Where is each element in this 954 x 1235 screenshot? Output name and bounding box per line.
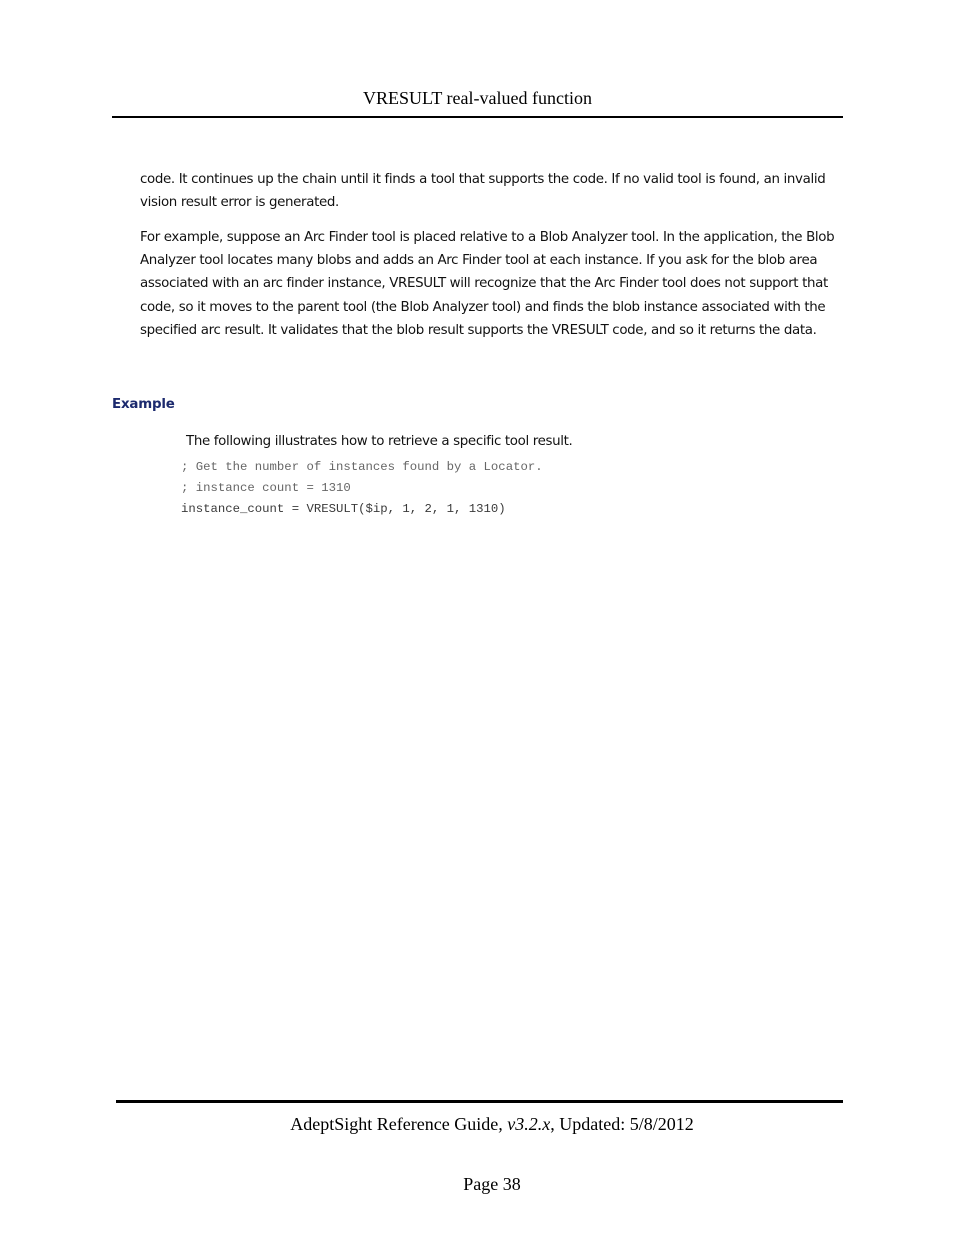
body-paragraph-2: For example, suppose an Arc Finder tool is placed relative to a Blob Analyzer tool. In the application, the Blob Analyzer tool locates many blobs and adds an Arc Finder tool at each instance. If you ask for the blob area associated with an arc finder instance, VRESULT will recognize that the Arc Finder tool does not support that code, so it moves to the parent tool (the Blob Analyzer tool) and finds the blob instance associated with the specified arc result. It validates that the blob result supports the VRESULT code, and so it returns the data.	[140, 230, 835, 338]
page-header-title: VRESULT real-valued function	[363, 88, 592, 108]
page-number: Page 38	[463, 1174, 521, 1194]
footer-guide-title: AdeptSight Reference Guide	[290, 1114, 499, 1134]
example-heading: Example	[112, 397, 175, 412]
code-line-comment-2: ; instance count = 1310	[181, 481, 351, 495]
footer-guide-line	[112, 1112, 872, 1136]
code-line-comment-1: ; Get the number of instances found by a Locator.	[181, 460, 543, 474]
header-divider	[112, 116, 843, 118]
example-intro-text: The following illustrates how to retrieve a specific tool result.	[186, 434, 573, 449]
footer-updated: , Updated: 5/8/2012	[550, 1114, 694, 1134]
body-paragraph-1: code. It continues up the chain until it finds a tool that supports the code. If no valid tool is found, an invalid vision result error is generated.	[140, 172, 826, 211]
code-block	[181, 457, 543, 520]
code-line-statement: instance_count = VRESULT($ip, 1, 2, 1, 1310)	[181, 502, 506, 516]
footer-version: , v3.2.x	[498, 1114, 551, 1134]
footer-divider	[116, 1100, 843, 1103]
